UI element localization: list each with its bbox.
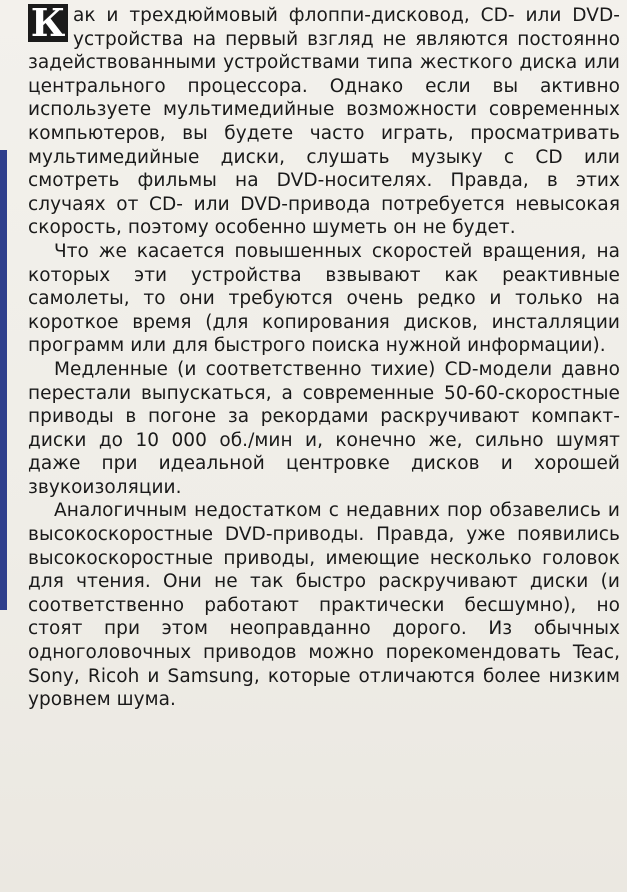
paragraph-1-text: ак и трехдюймовый флоппи-дисковод, CD- или DVD-устройства на первый взгляд не являются постоянно задействованными устройствами типа жесткого диска или центрального процессора. Однако если вы активно используете мультимедийные возможности современных компьютеров, вы будете часто играть, просматривать мультимедийные диски, слушать музыку с CD или смотреть фильмы на DVD-носителях. Правда, в этих случаях от CD- или DVD-привода потребуется невысокая скорость, поэтому особенно шуметь он не будет.: [28, 5, 620, 239]
paragraph-2: Что же касается повышенных скоростей вращения, на которых эти устройства взвывают как реактивные самолеты, то они требуются очень редко и только на короткое время (для копирования дисков, инсталляции программ или для быстрого поиска нужной информации).: [28, 240, 620, 357]
paragraph-1: [28, 0, 620, 240]
page-edge-bar: [0, 150, 7, 610]
paragraph-3: Медленные (и соответственно тихие) CD-модели давно перестали выпускаться, а современные 50-60-скоростные приводы в погоне за рекордами раскручивают компакт-диски до 10 000 об./мин и, конечно же, сильно шумят даже при идеальной центровке дисков и хорошей звукоизоляции.: [28, 358, 620, 498]
drop-cap: К: [28, 4, 68, 42]
article-body: [28, 0, 620, 712]
paragraph-4: Аналогичным недостатком с недавних пор обзавелись и высокоскоростные DVD-приводы. Правда, уже появились высокоскоростные приводы, имеющие несколько головок для чтения. Они не так быстро раскручивают диски (и соответственно работают практически бесшумно), но стоят при этом неоправданно дорого. Из обычных одноголовочных приводов можно порекомендовать Teac, Sony, Ricoh и Samsung, которые отличаются более низким уровнем шума.: [28, 500, 620, 711]
